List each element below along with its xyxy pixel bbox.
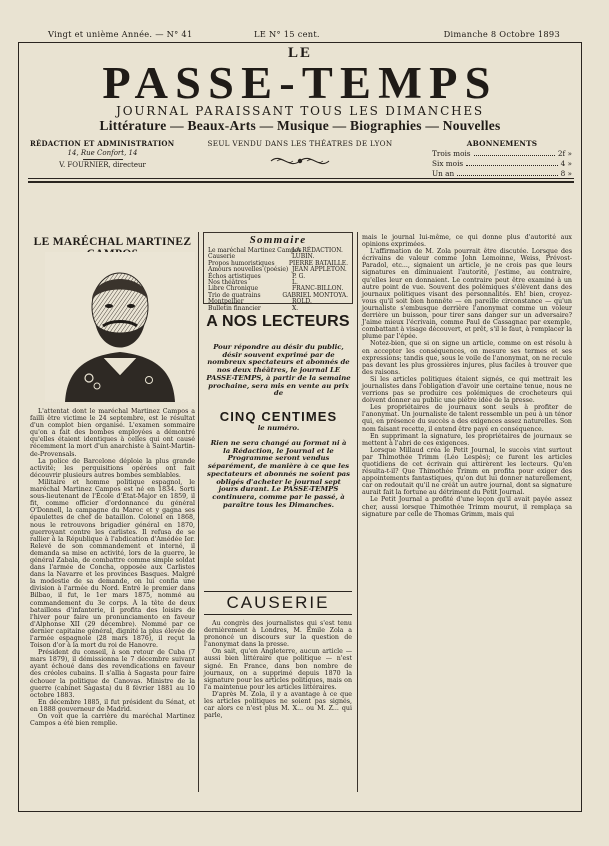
causerie-column-left <box>204 620 352 719</box>
masthead-categories: Littérature — Beaux-Arts — Musique — Biographies — Nouvelles <box>99 118 501 133</box>
subscription-row: Un an 8 » <box>432 169 572 178</box>
causerie-column-right <box>362 234 572 518</box>
causerie-paragraph: Si les articles politiques étaient signés, ce qui mettrait les journalistes dans l'obligation d'avoir une certaine tenue, nous ne verrions pas se produire ces polémiques de crocheteurs qui doivent donner au public une piètre idée de la presse. <box>362 375 572 405</box>
causerie-paragraph: mais le journal lui-même, ce qui donne plus d'autorité aux opinions exprimées. <box>362 234 572 249</box>
subscription-row: Trois mois 2f » <box>432 149 572 158</box>
issue-date: Dimanche 8 Octobre 1893 <box>443 29 560 39</box>
article-paragraph: Président du conseil, à son retour de Cuba (7 mars 1879), il démissionna le 7 décembre suivant ayant échoué dans des revendications en faveur des créoles cubains. Il s'allia à Sagasta pour faire échouer la politique de Canovas. Ministre de la guerre (cabinet Sagasta) du 8 février 1881 au 10 octobre 1883. <box>30 649 195 699</box>
masthead-title: PASSE-TEMPS <box>102 58 498 108</box>
article-paragraph: Militaire et homme politique espagnol, le maréchal Martinez Campos est né en 1834. Sorti sous-lieutenant de l'École d'État-Major en 1859, il fit, comme officier d'ordonnance du général O'Donnell, la campagne du Maroc et y gagna ses épaulettes de chef de bataillon. Colonel en 1868, nous le retrouvons brigadier général en 1870, guerroyant contre les carlistes. Il refusa de se rallier à la République à l'abdication d'Amédée Ier. Relevé de son commandement et interné, il demanda sa mise en activité, lors de la guerre, le général Zabala, de combattre comme simple soldat dans l'armée de Concha, opposée aux Carlistes dans la Navarre et les provinces Basques. Malgré la modestie de sa demande, on lui confia une division à l'armée du Nord. Entré le premier dans Bilbao, il fut, le 1er mars 1875, nommé au commandement du 3e corps. À la tête de deux bataillons d'infanterie, il profita des loisirs de l'hiver pour faire un pronunciamento en faveur d'Alphonse XII (29 décembre). Nommé par ce dernier capitaine général, dignité la plus élevée de l'armée espagnole (28 mars 1876), il reçut la Toison d'or à la mort du roi de Hanovre. <box>30 478 195 650</box>
subscription-heading: ABONNEMENTS <box>466 139 538 148</box>
masthead-subtitle: JOURNAL PARAISSANT TOUS LES DIMANCHES <box>116 104 484 118</box>
article-paragraph: On voit que la carrière du maréchal Martinez Campos a été bien remplie. <box>30 713 195 728</box>
causerie-paragraph: Notez-bien, que si on signe un article, comme on est résolu à en accepter les conséquences, on mesure ses termes et ses expressions; tandis que, sous le voile de l'anonymat, on ne recule pas devant les plus grossières injures, plus faciles à trouver que des raisons. <box>362 340 572 376</box>
causerie-paragraph: Lorsque Millaud créa le Petit Journal, le succès vint surtout par Thimothée Trimm (Léo Lespès); ce furent les articles quotidiens de cet écrivain qui attirèrent les lecteurs. Qu'en résulta-t-il? Que Thimothée Trimm en profita pour exiger des appointements fantastiques, qu'on dut lui donner naturellement, car on redoutait qu'il ne créât un autre journal, dont sa signature aurait fait la fortune au détriment du Petit Journal. <box>362 446 572 497</box>
header-rule <box>28 178 574 179</box>
lecteurs-price-note: le numéro. <box>257 424 300 432</box>
issue-price: LE N° 15 cent. <box>254 29 320 39</box>
sold-notice: SEUL VENDU DANS LES THÉATRES DE LYON <box>207 139 393 148</box>
sommaire-row: Trio de quatrains GABRIEL MONTOYA. <box>208 291 348 299</box>
causerie-paragraph: On sait, qu'en Angleterre, aucun article — aussi bien littéraire que politique — n'est signé. En France, dans bon nombre de journaux, on a supprimé depuis 1870 la signature pour les articles politiques, mais on l'a maintenue pour les articles littéraires. <box>204 648 352 691</box>
administration-block <box>30 139 175 170</box>
article-title: LE MARÉCHAL MARTINEZ <box>33 236 192 248</box>
article-paragraph: L'attentat dont le maréchal Martinez Campos a failli être victime le 24 septembre, est le résultat d'un complot bien organisé. L'examen sommaire qu'on a fait des bombes employées a démontré qu'elles étaient identiques à celles qui ont causé récemment la mort d'un anarchiste à Saint-Martin-de-Provensals. <box>30 408 195 458</box>
admin-heading: RÉDACTION ET ADMINISTRATION <box>30 139 175 148</box>
masthead-article: LE <box>287 45 312 61</box>
admin-divider <box>83 159 123 160</box>
article-paragraph: La police de Barcelone déploie la plus grande activité; les perquisitions opérées ont fait découvrir plusieurs autres bombes semblables. <box>30 457 195 479</box>
causerie-heading: CAUSERIE <box>204 591 352 615</box>
sommaire-box <box>203 232 353 312</box>
portrait-image <box>45 252 195 402</box>
sommaire-row: Échos artistiques P. G. <box>208 272 306 280</box>
column-separator <box>198 232 199 792</box>
article-column <box>30 408 195 727</box>
subscription-row: Six mois 4 » <box>432 159 572 168</box>
sommaire-row: Le maréchal Martinez Campos LA RÉDACTION. <box>208 247 343 254</box>
lecteurs-intro: Pour répondre au désir du public, désir souvent exprimé par de nombreux spectateurs et abonnés de nos deux théâtres, le journal LE PASSE-TEMPS, à partir de la semaine prochaine, sera mis en vente au prix de <box>206 343 351 398</box>
causerie-paragraph: Au congrès des journalistes qui s'est tenu dernièrement à Londres, M. Émile Zola a prononcé un discours sur la question de l'anonymat dans la presse. <box>204 620 352 649</box>
causerie-paragraph: Le Petit Journal a profité d'une leçon qu'il avait payée assez cher, aussi lorsque Thimothée Trimm mourut, il remplaça sa signature par celle de Thomas Grimm, mais qui <box>362 496 572 518</box>
sommaire-row: Montpellier ROLD. <box>208 298 312 306</box>
lecteurs-body: Rien ne sera changé au format ni à la Rédaction, le Journal et le Programme seront vendus séparément, de manière à ce que les spectateurs et abonnés ne soient pas obligés d'acheter le journal sept jours durant. Le PASSE-TEMPS continuera, comme par le passé, à paraître tous les Dimanches. <box>207 439 350 509</box>
sommaire-row: Nos théâtres L. <box>208 279 298 287</box>
sommaire-row: Bulletin financier X. <box>208 304 299 312</box>
causerie-paragraph: En supprimant la signature, les propriétaires de journaux se mettent à l'abri de ces exigences. <box>362 432 572 447</box>
article-paragraph: En décembre 1885, il fut président du Sénat, et en 1888 gouverneur de Madrid. <box>30 698 195 713</box>
sommaire-row: Libre Chronique FRANC-BILLON. <box>208 285 344 293</box>
sommaire-row: Causerie LUBIN. <box>208 253 315 261</box>
header-rule <box>28 181 574 183</box>
lecteurs-price: CINQ CENTIMES <box>219 409 338 424</box>
subscription-block <box>432 139 572 179</box>
issue-line <box>48 29 560 41</box>
causerie-paragraph: Les propriétaires de journaux sont seuls à profiter de l'anonymat. Un journaliste de talent ressemble un peu à un ténor qui, en présence du succès a des exigences assez naturelles. Son nom faisant recette, il entend être payé en conséquence. <box>362 404 572 433</box>
causerie-paragraph: D'après M. Zola, il y a avantage à ce que les articles politiques ne soient pas signés, car alors ce n'est plus M. X... ou M. Z... qui parle, <box>204 690 352 720</box>
sommaire-row: Propos humoristiques PIERRE BATAILLE. <box>208 259 348 267</box>
causerie-paragraph: L'affirmation de M. Zola pourrait être discutée. Lorsque des écrivains de valeur comme John Lemoinne, Weiss, Prévost-Paradol, etc..., signaient un article, je ne crois pas que leurs signatures en diminuaient l'autorité, j'estime, au contraire, qu'elles leur en donnaient. Le contraire peut être examiné à un autre point de vue. Souvent des polémiques s'élèvent dans des journaux politiques visant des personnalités. Eh! bien, croyez-vous qu'il soit bien honnête — en pareille circonstance — qu'un journaliste s'embusque derrière l'anonymat comme un voleur derrière un buisson, pour tirer sans danger sur un adversaire? J'aime mieux l'écrivain, comme Paul de Cassagnac par exemple, combattant à visage découvert, et prêt, s'il le faut, à remplacer la plume par l'épée. <box>362 248 572 341</box>
sommaire-row: Amours nouvelles (poésie) JEAN APPLETON. <box>208 266 347 274</box>
admin-director: V. FOURNIER, directeur <box>59 161 146 169</box>
ornament-icon <box>267 150 333 172</box>
admin-address: 14, Rue Confort, 14 <box>67 149 138 157</box>
issue-number: Vingt et unième Année. — N° 41 <box>48 29 193 39</box>
sommaire-heading: Sommaire <box>249 234 307 246</box>
lecteurs-heading: A NOS LECTEURS <box>206 313 350 330</box>
column-separator <box>357 232 358 792</box>
